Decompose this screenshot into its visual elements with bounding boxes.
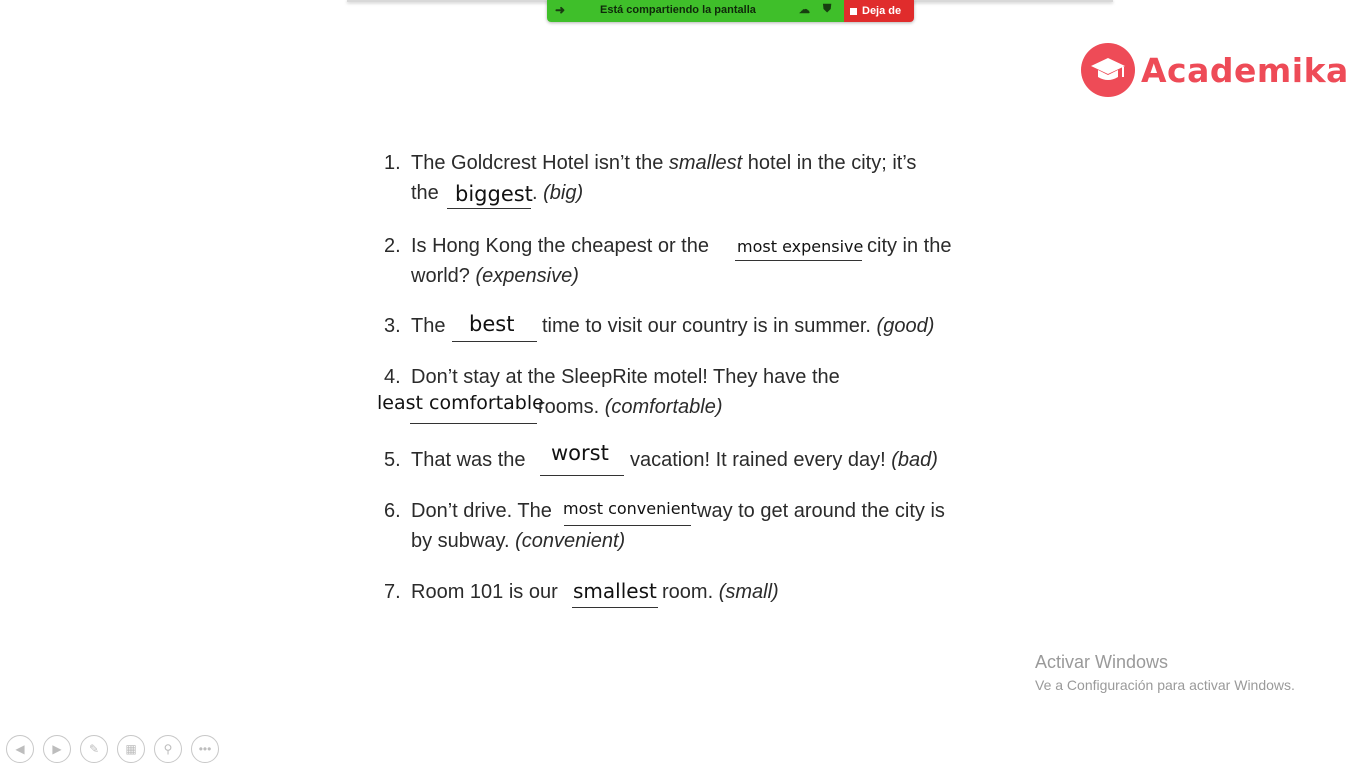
item-line-1-end bbox=[542, 315, 934, 338]
answer-blank bbox=[410, 422, 537, 424]
item-text: Don’t stay at the SleepRite motel! They have the bbox=[411, 366, 840, 388]
answer-blank bbox=[564, 524, 691, 526]
item-number: 6. bbox=[384, 500, 401, 522]
item-hint: (bad) bbox=[891, 449, 938, 471]
answer-text[interactable]: worst bbox=[551, 441, 609, 465]
item-line-2 bbox=[411, 265, 579, 288]
item-hint: (big) bbox=[543, 182, 584, 204]
item-number: 5. bbox=[384, 449, 401, 471]
share-status-area[interactable] bbox=[547, 0, 844, 22]
answer-text[interactable]: biggest bbox=[455, 182, 533, 206]
item-text: by subway. bbox=[411, 530, 516, 552]
item-text: way to get around the city is bbox=[697, 500, 945, 522]
item-text: That was the bbox=[411, 449, 526, 471]
pin-icon[interactable]: ➜ bbox=[555, 3, 566, 17]
item-line-1 bbox=[411, 366, 840, 389]
item-line-1 bbox=[411, 235, 709, 258]
item-line-2 bbox=[411, 530, 625, 553]
answer-blank bbox=[540, 474, 624, 476]
item-text: . bbox=[532, 182, 544, 204]
item-line-1 bbox=[411, 449, 526, 472]
item-line-1-end bbox=[662, 581, 779, 604]
answer-blank bbox=[572, 606, 658, 608]
item-text: world? bbox=[411, 265, 476, 287]
answer-text[interactable]: least comfortable bbox=[377, 392, 544, 414]
item-line-1-end bbox=[697, 500, 945, 523]
activate-windows-subtitle: Ve a Configuración para activar Windows. bbox=[1035, 677, 1295, 693]
slideshow-controls bbox=[6, 735, 219, 763]
stop-icon bbox=[850, 8, 857, 15]
item-line-1 bbox=[411, 152, 916, 175]
item-text: time to visit our country is in summer. bbox=[542, 315, 877, 337]
previous-icon[interactable]: ◀ bbox=[6, 735, 34, 763]
stop-sharing-button[interactable] bbox=[844, 0, 914, 22]
share-status-text: Está compartiendo la pantalla bbox=[600, 4, 756, 16]
answer-text[interactable]: most expensive bbox=[737, 237, 864, 256]
pen-icon[interactable]: ✎ bbox=[80, 735, 108, 763]
item-text: rooms. bbox=[538, 396, 605, 418]
item-line-1 bbox=[411, 315, 445, 338]
graduation-cap-icon bbox=[1081, 43, 1135, 97]
item-hint: (small) bbox=[718, 581, 779, 603]
shield-icon: ⛊ bbox=[823, 3, 832, 15]
item-text: Room 101 is our bbox=[411, 581, 558, 603]
item-line-2 bbox=[411, 182, 439, 205]
more-icon[interactable]: ••• bbox=[191, 735, 219, 763]
item-number: 3. bbox=[384, 315, 401, 337]
answer-text[interactable]: best bbox=[469, 312, 515, 336]
item-line-1-end bbox=[630, 449, 938, 472]
item-hint: (expensive) bbox=[475, 265, 579, 287]
item-text: vacation! It rained every day! bbox=[630, 449, 892, 471]
item-emphasis: smallest bbox=[668, 152, 743, 174]
item-text: Is Hong Kong the cheapest or the bbox=[411, 235, 709, 257]
item-text: room. bbox=[662, 581, 719, 603]
item-line-2-end bbox=[532, 182, 583, 205]
item-text: hotel in the city; it’s bbox=[742, 152, 917, 174]
item-line-1 bbox=[411, 500, 552, 523]
item-text: Don’t drive. The bbox=[411, 500, 552, 522]
item-text: The bbox=[411, 315, 446, 337]
cloud-icon: ☁ bbox=[799, 4, 810, 16]
item-number: 7. bbox=[384, 581, 401, 603]
next-icon[interactable]: ▶ bbox=[43, 735, 71, 763]
item-text: city in the bbox=[867, 235, 952, 257]
screen-share-bar bbox=[547, 0, 914, 22]
activate-windows-title: Activar Windows bbox=[1035, 652, 1169, 672]
item-number: 4. bbox=[384, 366, 401, 388]
item-hint: (good) bbox=[876, 315, 935, 337]
answer-text[interactable]: smallest bbox=[573, 579, 657, 603]
item-hint: (convenient) bbox=[515, 530, 626, 552]
zoom-icon[interactable]: ⚲ bbox=[154, 735, 182, 763]
item-text: the bbox=[411, 182, 439, 204]
item-hint: (comfortable) bbox=[604, 396, 723, 418]
item-number: 2. bbox=[384, 235, 401, 257]
academika-logo bbox=[1081, 43, 1349, 97]
answer-blank bbox=[735, 259, 862, 261]
item-text: The Goldcrest Hotel isn’t the bbox=[411, 152, 669, 174]
item-line-1-end bbox=[867, 235, 951, 258]
answer-blank bbox=[447, 207, 531, 209]
answer-blank bbox=[452, 340, 537, 342]
answer-text[interactable]: most convenient bbox=[563, 499, 697, 518]
item-number: 1. bbox=[384, 152, 401, 174]
slides-icon[interactable]: ▦ bbox=[117, 735, 145, 763]
stop-sharing-label: Deja de bbox=[862, 5, 902, 17]
item-line-1 bbox=[411, 581, 558, 604]
item-line-2-end bbox=[538, 396, 723, 419]
logo-text: Academika bbox=[1141, 50, 1349, 90]
